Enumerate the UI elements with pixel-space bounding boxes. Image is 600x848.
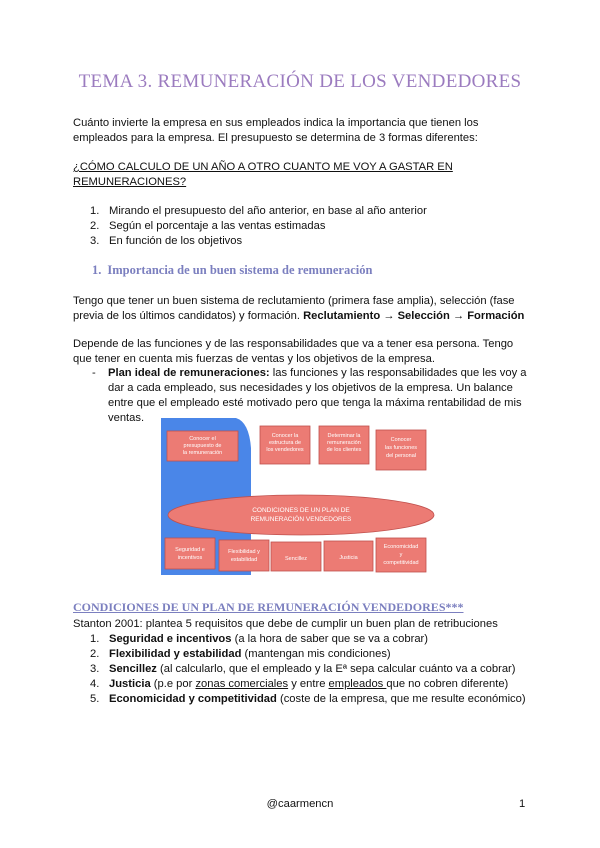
remuneration-diagram <box>161 418 440 575</box>
box-text: Conocer la <box>271 433 299 439</box>
top-box-budget <box>167 431 238 461</box>
center-ellipse <box>168 495 434 535</box>
list-item <box>90 662 540 677</box>
list-term: Flexibilidad y estabilidad <box>109 648 242 660</box>
underlined-text: empleados <box>328 678 387 690</box>
question-line: REMUNERACIONES? <box>73 176 187 188</box>
list-item <box>90 219 530 234</box>
list-number: 1. <box>90 205 100 217</box>
list-item <box>90 234 530 249</box>
functions-paragraph <box>73 337 543 367</box>
conditions-intro: Stanton 2001: plantea 5 requisitos que debe de cumplir un buen plan de retribuciones <box>73 618 498 630</box>
page-title: TEMA 3. REMUNERACIÓN DE LOS VENDEDORES <box>78 71 522 92</box>
list-number: 4. <box>90 678 100 690</box>
paragraph-line: entre que el empleado esté motivado pero que tenga la máxima rentabilidad de mis <box>108 397 522 409</box>
list-term: Sencillez <box>109 663 157 675</box>
paragraph-line: Depende de las funciones y de las responsabilidades que va a tener esa persona. Tengo <box>73 338 514 350</box>
bottom-box-justice <box>324 541 373 571</box>
center-label-line1: CONDICIONES DE UN PLAN DE <box>252 507 350 514</box>
footer-author: @caarmencn <box>266 798 334 810</box>
top-box-clients <box>319 426 369 464</box>
list-number: 5. <box>90 693 100 705</box>
paragraph-line: Tengo que tener un buen sistema de reclutamiento (primera fase amplia), selección (fase <box>73 295 515 307</box>
list-text: (al calcularlo, que el empleado y la Eª sepa calcular cuánto va a cobrar) <box>156 663 516 675</box>
box-text: competitividad <box>383 560 419 566</box>
list-item <box>90 692 540 707</box>
box-text: las funciones <box>384 445 418 451</box>
box-text: Seguridad e <box>175 547 205 553</box>
list-text: que no cobren diferente) <box>386 678 509 690</box>
list-number: 2. <box>90 220 100 232</box>
box-text: Justicia <box>339 555 358 561</box>
recruitment-paragraph <box>73 294 543 324</box>
box-text: presupuesto de <box>183 443 222 449</box>
paragraph-line <box>108 366 528 381</box>
top-box-functions <box>376 430 426 470</box>
recruitment-flow: Reclutamiento → Selección → Formación <box>303 310 525 322</box>
top-box-structure <box>260 426 310 464</box>
box-text: de los clientes <box>326 447 362 453</box>
list-text: Mirando el presupuesto del año anterior, en base al año anterior <box>109 205 427 217</box>
underlined-text: zonas comerciales <box>195 678 289 690</box>
list-item <box>90 632 540 647</box>
intro-paragraph <box>73 116 533 146</box>
box-text: estructura de <box>268 440 302 446</box>
list-text: (a la hora de saber que se va a cobrar) <box>231 633 428 645</box>
list-item <box>90 204 530 219</box>
list-number: 3. <box>90 663 100 675</box>
question-heading <box>73 160 493 190</box>
box-text: la remuneración <box>182 450 223 456</box>
box-text: y <box>399 552 403 558</box>
conditions-list <box>90 632 540 707</box>
box-text: Determinar la <box>327 433 361 439</box>
bottom-box-security <box>165 538 215 569</box>
paragraph-line: que tener en cuenta mis fuerzas de ventas y los objetivos de la empresa. <box>73 353 435 365</box>
intro-line: empleados para la empresa. El presupuesto se determina de 3 formas diferentes: <box>73 132 478 144</box>
box-text: los vendedores <box>266 447 304 453</box>
question-line: ¿CÓMO CALCULO DE UN AÑO A OTRO CUANTO ME VOY A GASTAR EN <box>73 161 453 173</box>
list-number: 2. <box>90 648 100 660</box>
paragraph-line: ventas. <box>108 412 145 424</box>
list-text: Según el porcentaje a las ventas estimadas <box>109 220 326 232</box>
paragraph-line: dar a cada empleado, sus necesidades y los objetivos de la empresa. Un balance <box>108 382 513 394</box>
list-item <box>90 677 540 692</box>
section-title: Importancia de un buen sistema de remuneración <box>107 263 373 277</box>
list-number: 1. <box>90 633 100 645</box>
box-text: Sencillez <box>284 556 308 562</box>
box-text: Conocer <box>390 437 412 443</box>
methods-list <box>90 204 530 249</box>
list-text: y entre <box>288 678 329 690</box>
list-text: (mantengan mis condiciones) <box>241 648 391 660</box>
list-text: (coste de la empresa, que me resulte económico) <box>276 693 526 705</box>
page-number: 1 <box>519 798 526 810</box>
box-text: incentivos <box>177 555 203 561</box>
box-text: Flexibilidad y <box>228 549 260 555</box>
bottom-box-flexibility <box>219 540 269 571</box>
box-text: remuneración <box>327 440 361 446</box>
intro-line: Cuánto invierte la empresa en sus empleados indica la importancia que tienen los <box>73 117 479 129</box>
box-text: estabilidad <box>230 557 258 563</box>
paragraph-text: las funciones y las responsabilidades que les voy a <box>269 367 527 379</box>
list-text: (p.e por <box>150 678 196 690</box>
section-heading <box>92 263 372 278</box>
conditions-heading: CONDICIONES DE UN PLAN DE REMUNERACIÓN VENDEDORES*** <box>73 600 464 614</box>
bullet-dash: - <box>92 367 96 379</box>
bottom-box-simplicity <box>271 542 321 571</box>
list-number: 3. <box>90 235 100 247</box>
box-text: del personal <box>386 453 416 459</box>
section-number: 1. <box>92 263 102 277</box>
bullet-paragraph <box>108 366 528 426</box>
list-term: Seguridad e incentivos <box>109 633 232 645</box>
center-label-line2: REMUNERACIÓN VENDEDORES <box>250 516 352 523</box>
bottom-box-economy <box>376 538 426 572</box>
list-text: En función de los objetivos <box>109 235 243 247</box>
bullet-term: Plan ideal de remuneraciones: <box>108 367 270 379</box>
list-item <box>90 647 540 662</box>
list-term: Economicidad y competitividad <box>109 693 277 705</box>
paragraph-line <box>73 309 543 324</box>
box-text: Conocer el <box>189 436 216 442</box>
list-term: Justicia <box>109 678 151 690</box>
box-text: Economicidad <box>383 544 419 550</box>
paragraph-text: previa de los últimos candidatos) y formación. <box>73 310 304 322</box>
